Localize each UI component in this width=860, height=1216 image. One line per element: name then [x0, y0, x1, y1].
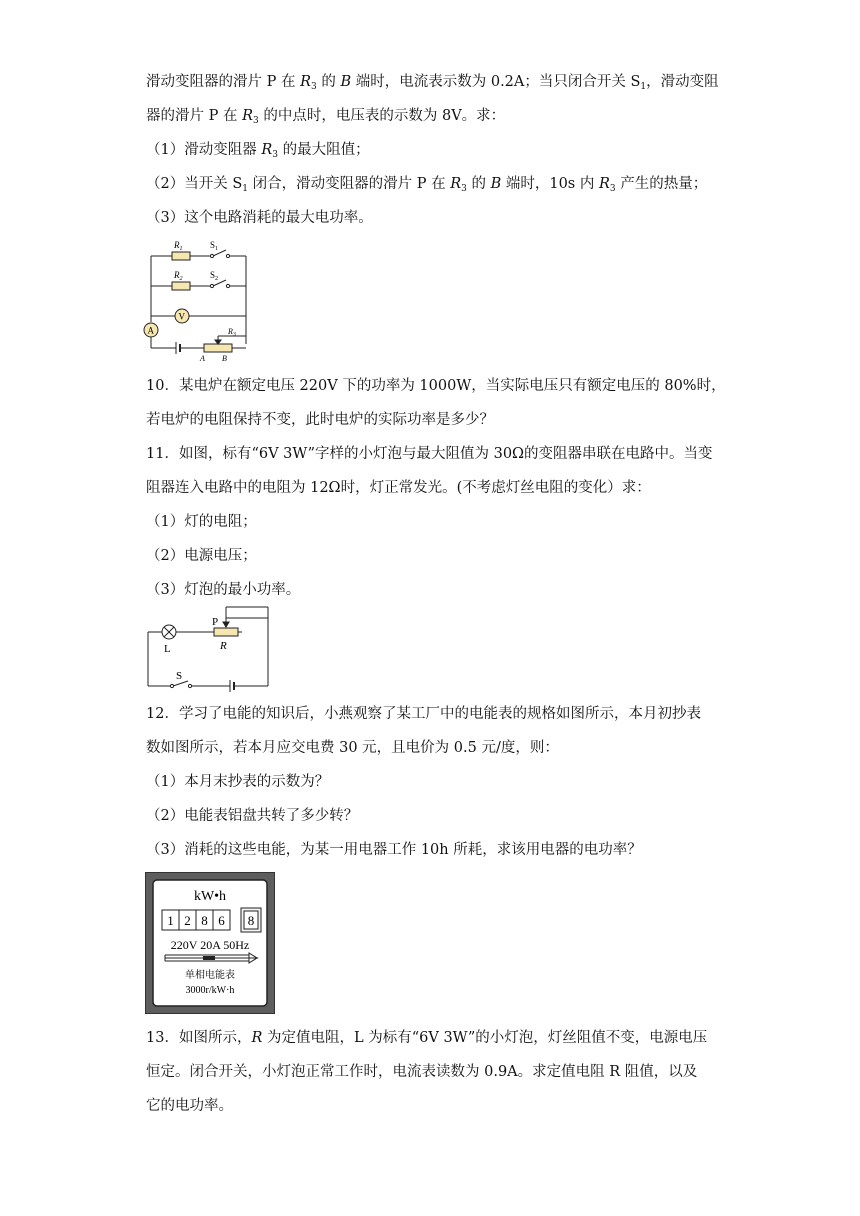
q9-circuit-diagram [140, 234, 264, 362]
q13-line-1: 13．如图所示，R 为定值电阻，L 为标有“6V 3W”的小灯泡，灯丝阻值不变，电源电压 [146, 1030, 708, 1046]
q9-item-2: （2）当开关 $S_1$ 闭合，滑动变阻器的滑片 P 在 $R_3$ 的 B 端时，10s 内 $R_3$ 产生的热量； [146, 176, 708, 194]
q12-item-3: （3）消耗的这些电能，为某一用电器工作 10h 所耗，求该用电器的电功率？ [146, 842, 642, 858]
meter-digit-3: 8 [201, 913, 208, 928]
q13-line-3: 它的电功率。 [146, 1098, 233, 1114]
q11-label-slider: P [212, 616, 219, 628]
q9-label-r3: $R_3$ [228, 327, 236, 338]
q9-label-r2: $R_2$ [174, 270, 183, 282]
meter-name: 单相电能表 [185, 970, 235, 981]
q11-label-resistor: R [220, 640, 227, 652]
meter-digit-4: 6 [218, 913, 225, 928]
q11-circuit-diagram [138, 606, 272, 692]
q9-item-3: （3）这个电路消耗的最大电功率。 [146, 210, 373, 226]
q9-voltmeter-label: V [178, 311, 185, 322]
q9-item-1: （1）滑动变阻器 $R_3$ 的最大阻值； [146, 142, 370, 160]
q9-label-s1: $S_1$ [210, 240, 219, 252]
q10-line-1: 10．某电炉在额定电压 220V 下的功率为 1000W，当实际电压只有额定电压的 80%时， [146, 378, 726, 394]
q9-line-2: 器的滑片 P 在 $R_3$ 的中点时，电压表的示数为 8V。求： [146, 108, 506, 126]
q9-label-b-end: B [222, 354, 227, 362]
q10-line-2: 若电炉的电阻保持不变，此时电炉的实际功率是多少？ [146, 412, 494, 428]
q9-line-1: 滑动变阻器的滑片 P 在 $R_3$ 的 B 端时，电流表示数为 0.2A；当只闭合开关 $S_1$，滑动变阻 [146, 74, 719, 92]
meter-unit: kW•h [193, 889, 227, 904]
q11-item-2: （2）电源电压； [146, 548, 257, 564]
q11-item-3: （3）灯泡的最小功率。 [146, 582, 301, 598]
q9-label-a-end: A [200, 354, 205, 362]
q11-item-1: （1）灯的电阻； [146, 514, 257, 530]
meter-rate: 3000r/kW·h [185, 985, 235, 996]
q12-item-1: （1）本月末抄表的示数为？ [146, 774, 330, 790]
meter-digit-1: 1 [167, 913, 174, 928]
q9-label-r1: $R_1$ [174, 240, 183, 252]
q11-label-lamp: L [164, 643, 171, 655]
meter-digit-2: 2 [184, 913, 191, 928]
q12-electricity-meter [145, 872, 275, 1014]
q11-line-1: 11．如图，标有“6V 3W”字样的小灯泡与最大阻值为 30Ω的变阻器串联在电路中。当变 [146, 446, 713, 462]
q9-label-s2: $S_2$ [210, 270, 219, 282]
q9-ammeter-label: A [147, 325, 154, 336]
q12-line-1: 12．学习了电能的知识后，小燕观察了某工厂中的电能表的规格如图所示，本月初抄表 [146, 706, 701, 722]
meter-decimal-digit: 8 [247, 913, 255, 928]
q11-label-switch: S [176, 670, 183, 682]
q11-line-2: 阻器连入电路中的电阻为 12Ω时，灯正常发光。(不考虑灯丝电阻的变化）求： [146, 480, 651, 496]
q12-line-2: 数如图所示，若本月应交电费 30 元，且电价为 0.5 元/度，则： [146, 740, 559, 756]
q13-line-2: 恒定。闭合开关，小灯泡正常工作时，电流表读数为 0.9A。求定值电阻 R 阻值，以及 [146, 1064, 698, 1080]
meter-spec: 220V 20A 50Hz [170, 938, 250, 952]
meter-disc-indicator [165, 953, 257, 963]
q12-item-2: （2）电能表铝盘共转了多少转？ [146, 808, 359, 824]
